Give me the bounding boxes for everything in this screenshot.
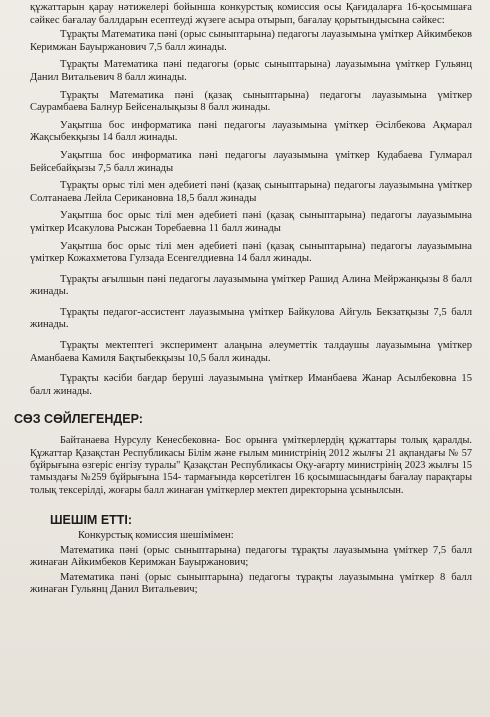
result-paragraph: Уақытша бос орыс тілі мен әдебиеті пәні (қазақ сыныптарына) педагогы лауазымына үміткер Исакулова Рысжан Торебаевна 11 балл жинады <box>30 210 472 234</box>
decision-item: Математика пәні (орыс сыныптарына) педагогы тұрақты лауазымына үміткер 8 балл жинаған Гульянц Данил Витальевич; <box>30 571 472 596</box>
decision-item: Математика пәні (орыс сыныптарына) педагогы тұрақты лауазымына үміткер 7,5 балл жинаған Айкимбеков Керимжан Бауыржанович; <box>30 544 472 569</box>
result-paragraph: Тұрақты педагог-ассистент лауазымына үміткер Байкулова Айгуль Бекзатқызы 7,5 балл жинады. <box>30 306 472 331</box>
result-paragraph: Уақытша бос орыс тілі мен әдебиеті пәні (қазақ сыныптарына) педагогы лауазымына үміткер Кожахметова Гулзада Есенгелдиевна 14 балл жинады. <box>30 240 472 265</box>
result-paragraph: Тұрақты Математика пәні (қазақ сыныптарына) педагогы лауазымына үміткер Саурамбаева Балнур Бейсеналықызы 8 балл жинады. <box>30 89 472 114</box>
result-paragraph: Тұрақты кәсіби бағдар беруші лауазымына үміткер Иманбаева Жанар Асылбековна 15 балл жинады. <box>30 373 472 397</box>
decision-heading: ШЕШІМ ЕТТІ: <box>50 512 133 527</box>
result-paragraph: Уақытша бос информатика пәні педагогы лауазымына үміткер Әсілбекова Ақмарал Жақсыбекқызы 14 балл жинады. <box>30 119 472 144</box>
decision-intro: Конкурстық комиссия шешімімен: <box>78 529 234 541</box>
intro-paragraph: құжаттарын қарау нәтижелері бойынша конкурстық комиссия осы Қағидаларға 16-қосымшаға сәйкес бағалау баллдарын есептеуді жүзеге асыра отырып, бағалау қорытындысына сәйкес: <box>30 2 472 26</box>
result-paragraph: Уақытша бос информатика пәні педагогы лауазымына үміткер Кудабаева Гулмарал Бейсебайқызы 7,5 балл жинады <box>30 149 472 174</box>
result-paragraph: Тұрақты ағылшын пәні педагогы лауазымына үміткер Рашид Алина Мейржанқызы 8 балл жинады. <box>30 273 472 298</box>
speeches-heading: СӨЗ СӨЙЛЕГЕНДЕР: <box>14 412 143 427</box>
result-paragraph: Тұрақты мектептегі эксперимент алаңына әлеуметтік талдаушы лауазымына үміткер Аманбаева Камиля Бақтыбекқызы 10,5 балл жинады. <box>30 340 472 364</box>
speech-paragraph: Байтанаева Нурсулу Кенесбековна- Бос орынға үміткерлердің құжаттары толық қаралды. Құжаттар Қазақстан Республикасы Білім және ғылым министрінің 2012 жылғы 21 ақпандағы № 57 бұйрығына өзгеріс енгізу туралы" Қазақстан Республикасы Оқу-ағарту министрінің 2023 жылғы 15 тамыздағы №259 бұйрығына 154- тармағында көрсетілген 16 қосымшасындағы бағалау парақтары толық тексерілді, жоғары балл жинаған үміткерлер мектеп директорына ұсынылсын. <box>30 435 472 496</box>
result-paragraph: Тұрақты Математика пәні (орыс сыныптарына) педагогы лауазымына үміткер Айкимбеков Керимжан Бауыржанович 7,5 балл жинады. <box>30 29 472 53</box>
result-paragraph: Тұрақты Математика пәні педагогы (орыс сыныптарына) лауазымына үміткер Гульянц Данил Витальевич 8 балл жинады. <box>30 59 472 83</box>
result-paragraph: Тұрақты орыс тілі мен әдебиеті пәні (қазақ сыныптарына) педагогы лауазымына үміткер Солтанаева Лейла Серикановна 18,5 балл жинады <box>30 180 472 204</box>
